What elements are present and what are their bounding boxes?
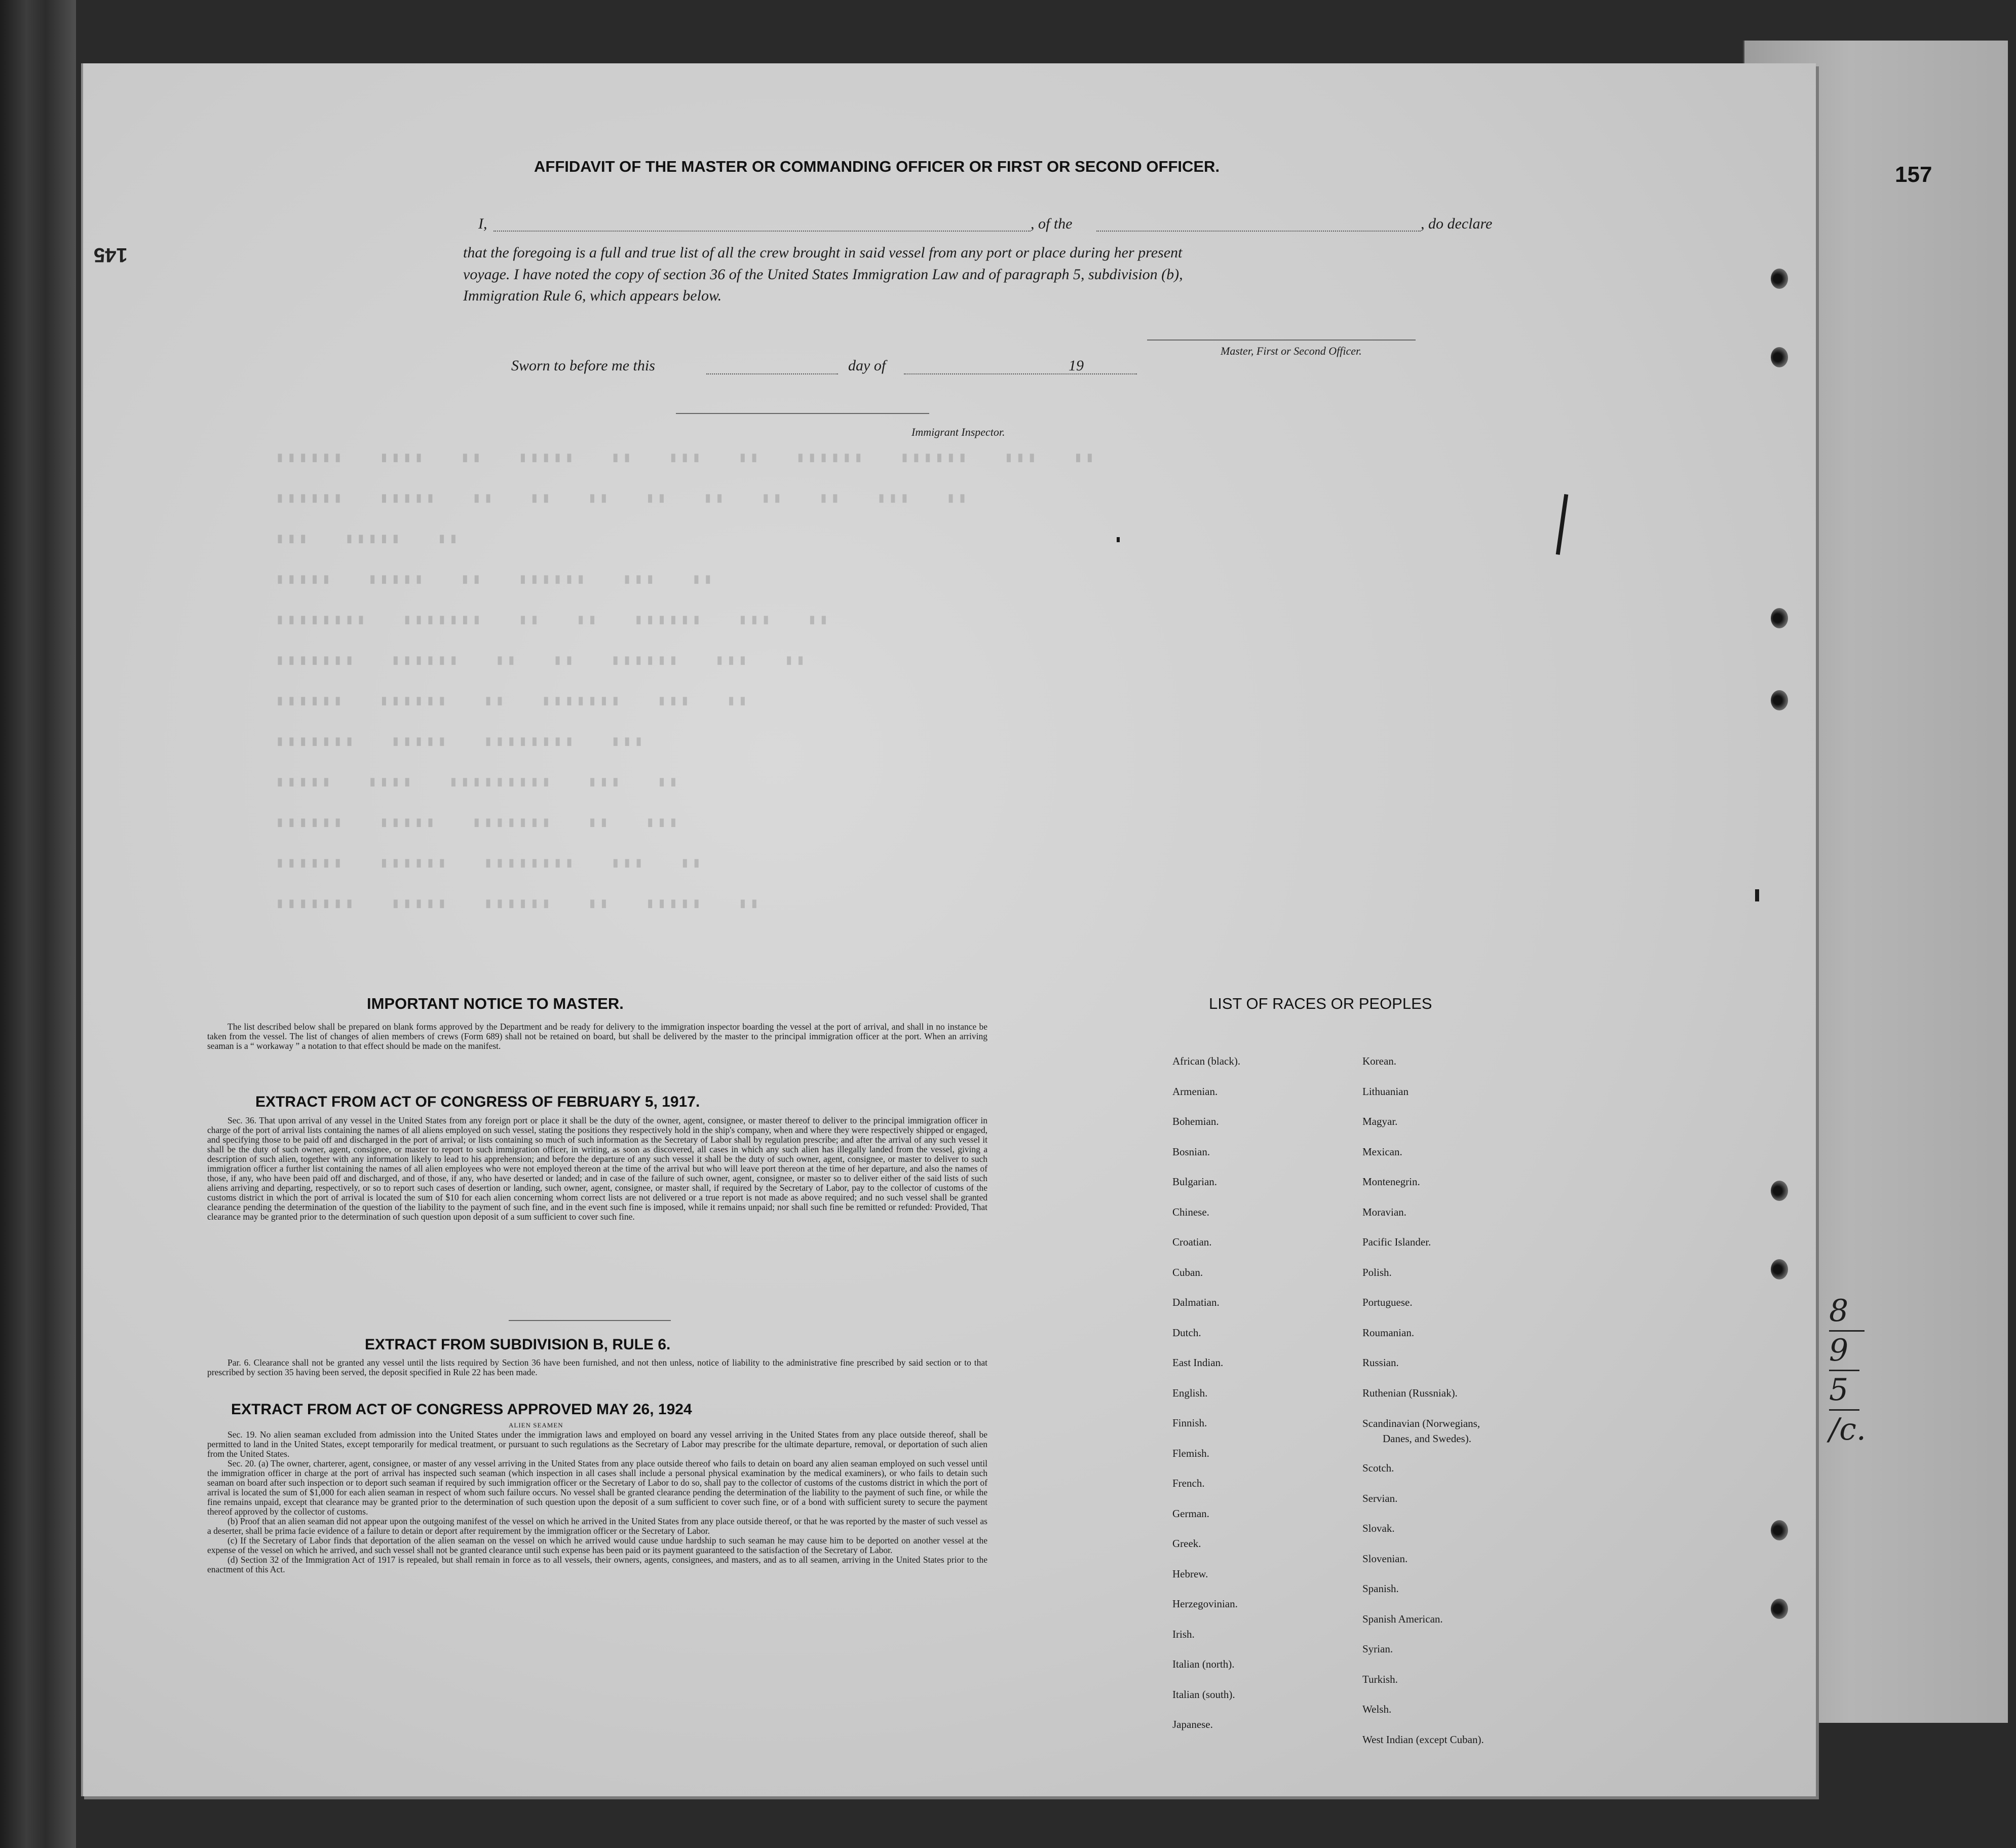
section-19-paragraph: Sec. 19. No alien seaman excluded from admission into the United States under the immigration laws and employed on board any vessel arriving in the United States from any place outside thereof, shall be permitted to land in the United States, except temporarily for medical treatment, or pursuant to such regulations as the Secretary of Labor may prescribe for the ultimate departure, removal, or deportation of such alien from the United States.: [207, 1429, 987, 1459]
side-stamp-number: 145: [94, 244, 128, 266]
pen-stroke: [1556, 494, 1569, 555]
master-signature-line: [1147, 340, 1416, 341]
binder-hole: [1771, 1259, 1788, 1279]
race-item: Finnish.: [1172, 1417, 1207, 1429]
race-item: Dalmatian.: [1172, 1296, 1220, 1308]
races-column-2: [1362, 1046, 1484, 1755]
affidavit-body-line3: Immigration Rule 6, which appears below.: [463, 287, 722, 304]
race-item: Armenian.: [1172, 1085, 1218, 1098]
sworn-month-blank: [904, 373, 1137, 374]
race-item: Russian.: [1362, 1356, 1399, 1369]
extract-1924-title: EXTRACT FROM ACT OF CONGRESS APPROVED MAY 26, 1924: [231, 1401, 692, 1418]
races-column-1: [1172, 1046, 1240, 1740]
race-item: Italian (south).: [1172, 1688, 1235, 1701]
inspector-label: Immigrant Inspector.: [911, 426, 1005, 438]
race-item: Hebrew.: [1172, 1567, 1208, 1580]
race-item: Montenegrin.: [1362, 1176, 1420, 1188]
sworn-day-of: day of: [848, 357, 886, 374]
page-number: 157: [1895, 162, 1932, 187]
race-item: Danes, and Swedes).: [1383, 1432, 1471, 1445]
notice-title: IMPORTANT NOTICE TO MASTER.: [367, 995, 624, 1012]
notice-text: [207, 1022, 987, 1051]
rule-6-title: EXTRACT FROM SUBDIVISION B, RULE 6.: [365, 1336, 671, 1353]
binder-hole: [1771, 1520, 1788, 1540]
affidavit-title: AFFIDAVIT OF THE MASTER OR COMMANDING OFFICER OR FIRST OR SECOND OFFICER.: [534, 158, 1220, 175]
rule-6-paragraph: Par. 6. Clearance shall not be granted any vessel until the lists required by Section 36 have been furnished, and not then unless, notice of liability to the administrative fine prescribed by said section or to that prescribed by section 35 having been served, the deposit specified in Rule 22 has been made.: [207, 1357, 987, 1377]
race-item: Flemish.: [1172, 1447, 1209, 1459]
rule-6-text: [207, 1358, 987, 1377]
race-item: Spanish.: [1362, 1582, 1399, 1595]
race-item: Portuguese.: [1362, 1296, 1413, 1308]
binder-hole: [1771, 1599, 1788, 1619]
race-item: Dutch.: [1172, 1326, 1201, 1339]
race-item: Lithuanian: [1362, 1085, 1409, 1098]
binder-hole: [1771, 347, 1788, 367]
race-item: Cuban.: [1172, 1266, 1203, 1278]
race-item: Slovenian.: [1362, 1552, 1408, 1565]
race-item: Mexican.: [1362, 1145, 1402, 1158]
race-item: Chinese.: [1172, 1205, 1209, 1218]
race-item: Slovak.: [1362, 1522, 1395, 1534]
binder-hole: [1771, 608, 1788, 628]
races-title: LIST OF RACES OR PEOPLES: [1209, 995, 1432, 1012]
affidavit-body-line2: voyage. I have noted the copy of section 36 of the United States Immigration Law and of paragraph 5, subdivision (b),: [463, 266, 1183, 283]
name-blank: [493, 231, 1031, 232]
race-item: Moravian.: [1362, 1205, 1406, 1218]
race-item: Polish.: [1362, 1266, 1392, 1278]
race-item: Ruthenian (Russniak).: [1362, 1386, 1458, 1399]
book-binding: [0, 0, 76, 1848]
sworn-label: Sworn to before me this: [511, 357, 655, 374]
race-item: German.: [1172, 1507, 1209, 1520]
section-20c-paragraph: (c) If the Secretary of Labor finds that deportation of the alien seaman on the vessel on which he arrived would cause undue hardship to such seaman he may cause him to be deported on another vessel at the expense of the vessel on which he arrived, and such vessel shall not be granted clearance until such expense has been paid or its payment guaranteed to the satisfaction of the Secretary of Labor.: [207, 1535, 987, 1555]
race-item: Herzegovinian.: [1172, 1598, 1238, 1610]
race-item: French.: [1172, 1477, 1205, 1489]
affidavit-do-declare: , do declare: [1421, 215, 1493, 232]
race-item: Irish.: [1172, 1628, 1195, 1640]
pen-dot: [1117, 537, 1120, 542]
race-item: Spanish American.: [1362, 1612, 1443, 1625]
affidavit-i-label: I,: [478, 215, 487, 232]
vessel-blank: [1096, 231, 1421, 232]
race-item: Roumanian.: [1362, 1326, 1415, 1339]
extract-1917-title: EXTRACT FROM ACT OF CONGRESS OF FEBRUARY 5, 1917.: [255, 1093, 700, 1110]
extract-1917-text: [207, 1116, 987, 1222]
pen-dot: [1755, 889, 1759, 901]
race-item: Servian.: [1362, 1492, 1398, 1504]
race-item: Magyar.: [1362, 1115, 1398, 1127]
extract-1924-text: [207, 1430, 987, 1574]
race-item: West Indian (except Cuban).: [1362, 1733, 1484, 1746]
sworn-year: 19: [1069, 357, 1084, 374]
race-item: Syrian.: [1362, 1643, 1393, 1655]
notice-paragraph: The list described below shall be prepared on blank forms approved by the Department and be ready for delivery to the immigration inspector boarding the vessel at the port of arrival, and shall in no instance be taken from the vessel. The list of changes of alien members of crews (Form 689) shall not be retained on board, but shall be delivered by the master to the principal immigration officer at the port. When an arriving seaman is a “ workaway ” a notation to that effect should be made on the manifest.: [207, 1022, 987, 1051]
race-item: Bosnian.: [1172, 1145, 1210, 1158]
binder-hole: [1771, 269, 1788, 289]
binder-hole: [1771, 690, 1788, 710]
race-item: Bulgarian.: [1172, 1176, 1218, 1188]
race-item: Bohemian.: [1172, 1115, 1219, 1127]
document-page: [81, 63, 1816, 1796]
race-item: Korean.: [1362, 1055, 1397, 1067]
race-item: African (black).: [1172, 1055, 1241, 1067]
race-item: Scandinavian (Norwegians,: [1362, 1417, 1480, 1429]
handwritten-margin-marks: 8 9 5 /c.: [1829, 1293, 1866, 1447]
binder-hole: [1771, 1181, 1788, 1201]
race-item: Japanese.: [1172, 1718, 1213, 1730]
affidavit-of-the: , of the: [1031, 215, 1073, 232]
extract-1924-subtitle: ALIEN SEAMEN: [509, 1421, 563, 1429]
section-divider: [509, 1320, 671, 1321]
affidavit-body-line1: that the foregoing is a full and true list of all the crew brought in said vessel from any port or place during her present: [463, 244, 1183, 261]
section-20d-paragraph: (d) Section 32 of the Immigration Act of 1917 is repealed, but shall remain in force as to all vessels, their owners, agents, consignees, and masters, and as to all seamen, arriving in the United States prior to the enactment of this Act.: [207, 1555, 987, 1574]
race-item: Scotch.: [1362, 1462, 1394, 1474]
race-item: Welsh.: [1362, 1703, 1392, 1715]
race-item: East Indian.: [1172, 1356, 1224, 1369]
sworn-day-blank: [706, 373, 838, 374]
inspector-signature-line: [676, 413, 929, 414]
section-20a-paragraph: Sec. 20. (a) The owner, charterer, agent, consignee, or master of any vessel arriving in the United States from any place outside thereof who fails to detain on board any alien seaman employed on such vessel until the immigration officer in charge at the port of arrival has inspected such seaman (which inspection in all cases shall include a personal physical examination by the medical examiners), or who fails to detain such seaman on board after such inspection or to deport such seaman if required by such immigration officer or the Secretary of Labor to do so, shall pay to the collector of customs of the customs district in which the port of arrival is located the sum of $1,000 for each alien seaman in respect of whom such failure occurs. No vessel shall be granted clearance pending the determination of the liability to the payment of such fine, or while the fine remains unpaid, except that clearance may be granted prior to the determination of such question upon the deposit of a sum sufficient to cover such fine, or of a bond with sufficient surety to secure the payment thereof approved by the collector of customs.: [207, 1458, 987, 1517]
section-20b-paragraph: (b) Proof that an alien seaman did not appear upon the outgoing manifest of the vessel on which he arrived in the United States from any place outside thereof, or that he was reported by the master of such vessel as a deserter, shall be prima facie evidence of a failure to detain or deport after requirement by the immigration officer or the Secretary of Labor.: [207, 1516, 987, 1536]
race-item: Turkish.: [1362, 1673, 1398, 1685]
race-item: Pacific Islander.: [1362, 1236, 1431, 1248]
section-36-paragraph: Sec. 36. That upon arrival of any vessel in the United States from any foreign port or place it shall be the duty of the owner, agent, consignee, or master thereof to deliver to the principal immigration officer in charge of the port of arrival lists containing the names of all aliens employed on such vessel, stating the positions they respectively hold in the ship's company, when and where they were respectively shipped or engaged, and specifying those to be paid off and discharged in the port of arrival; or lists containing so much of such information as the Secretary of Labor shall by regulation prescribe; and after the arrival of any such vessel it shall be the duty of such owner, agent, consignee, or master to report to such immigration officer, in writing, as soon as discovered, all cases in which any such alien has illegally landed from the vessel, giving a description of such alien, together with any information likely to lead to his apprehension; and before the departure of any such vessel it shall be the duty of such owner, agent, consignee, or master to deliver to such immigration officer a further list containing the names of all alien employees who were not employed thereon at the time of the arrival but who will leave port thereon at the time of her departure, and also the names of those, if any, who have been paid off and discharged, and of those, if any, who have deserted or landed; and in case of the failure of such owner, agent, consignee, or master so to deliver either of the said lists of such aliens arriving and departing, respectively, or so to report such cases of desertion or landing, such owner, agent, consignee, or master shall, if required by the Secretary of Labor, pay to the collector of customs of the customs district in which the port of arrival is located the sum of $10 for each alien concerning whom correct lists are not delivered or a true report is not made as above required; and no such vessel shall be granted clearance pending the determination of the question of the liability to the payment of such fine, and in the event such fine is imposed, while it remains unpaid; nor shall such fine be remitted or refunded: Provided, That clearance may be granted prior to the determination of such question upon deposit of a sum sufficient to cover such fine.: [207, 1115, 987, 1222]
race-item: Greek.: [1172, 1537, 1201, 1550]
race-item: English.: [1172, 1386, 1208, 1399]
master-signature-label: Master, First or Second Officer.: [1221, 345, 1362, 357]
race-item: Italian (north).: [1172, 1658, 1235, 1670]
bleed-through-text: ▮▮▮▮▮▮ ▮▮▮▮ ▮▮ ▮▮▮▮▮ ▮▮ ▮▮▮ ▮▮ ▮▮▮▮▮▮ ▮▮▮▮▮▮ ▮▮▮ ▮▮ ▮▮▮▮▮▮ ▮▮▮▮▮ ▮▮ ▮▮ ▮▮ ▮▮ ▮▮ ▮▮ ▮▮ ▮▮▮ ▮▮ ▮▮▮ ▮▮▮▮▮ ▮▮ ▮▮▮▮▮ ▮▮▮▮▮ ▮▮ ▮▮▮▮▮▮ ▮▮▮ ▮▮ ▮▮▮▮▮▮▮▮ ▮▮▮▮▮▮▮ ▮▮ ▮▮ ▮▮▮▮▮▮ ▮▮▮ ▮▮ ▮▮▮▮▮▮▮ ▮▮▮▮▮▮ ▮▮ ▮▮ ▮▮▮▮▮▮ ▮▮▮ ▮▮ ▮▮▮▮▮▮ ▮▮▮▮▮▮ ▮▮ ▮▮▮▮▮▮▮ ▮▮▮ ▮▮ ▮▮▮▮▮▮▮ ▮▮▮▮▮ ▮▮▮▮▮▮▮▮ ▮▮▮ ▮▮▮▮▮ ▮▮▮▮ ▮▮▮▮▮▮▮▮▮ ▮▮▮ ▮▮ ▮▮▮▮▮▮ ▮▮▮▮▮ ▮▮▮▮▮▮▮ ▮▮ ▮▮▮ ▮▮▮▮▮▮ ▮▮▮▮▮▮ ▮▮▮▮▮▮▮▮ ▮▮▮ ▮▮ ▮▮▮▮▮▮▮ ▮▮▮▮▮ ▮▮▮▮▮▮ ▮▮ ▮▮▮▮▮ ▮▮: [276, 450, 1097, 912]
race-item: Croatian.: [1172, 1236, 1212, 1248]
